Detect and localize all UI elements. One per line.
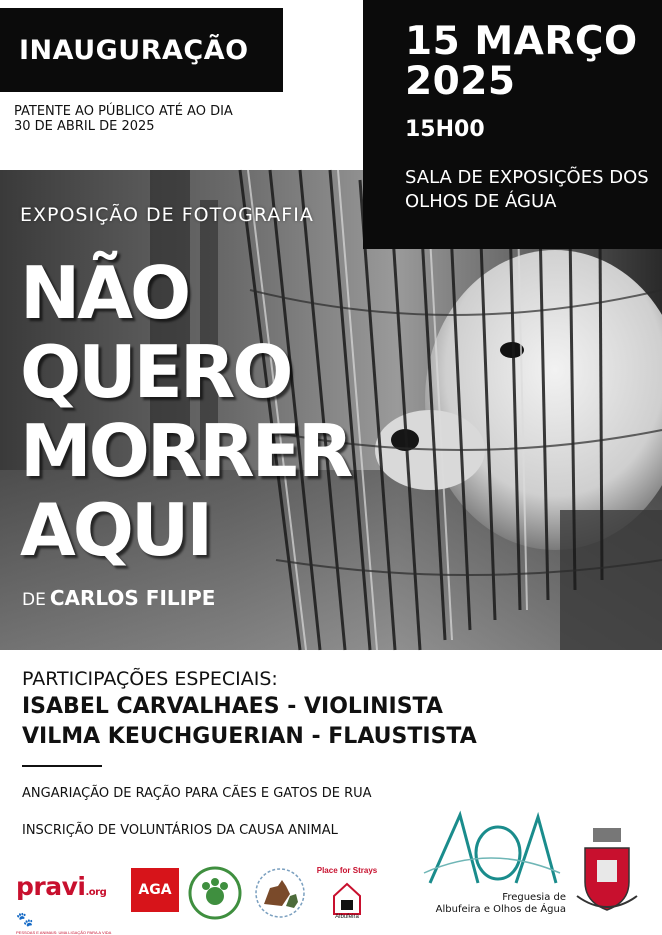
- dog-cat-icon: [252, 866, 308, 920]
- event-date-day: 15 MARÇO: [405, 19, 638, 64]
- place-title: Place for Strays: [316, 866, 378, 875]
- patent-note: [14, 104, 233, 134]
- title-line-1: NÃO: [20, 251, 189, 335]
- note-volunteers: INSCRIÇÃO DE VOLUNTÁRIOS DA CAUSA ANIMAL: [22, 823, 338, 838]
- paw-icon: 🐾: [16, 912, 33, 928]
- pravi-org: .org: [85, 887, 107, 898]
- special-guest-2: VILMA KEUCHGUERIAN - FLAUSTISTA: [22, 724, 477, 749]
- pata-ativa-emblem: [188, 866, 242, 920]
- inauguration-banner: [0, 8, 283, 92]
- pata-ativa-logo: [188, 866, 242, 920]
- freguesia-label: [426, 892, 566, 916]
- venue-line-1: SALA DE EXPOSIÇÕES DOS: [405, 167, 649, 188]
- event-venue: [405, 166, 649, 214]
- patent-line-1: PATENTE AO PÚBLICO ATÉ AO DIA: [14, 104, 233, 119]
- pravi-logo: [16, 872, 120, 935]
- note-food-drive: ANGARIAÇÃO DE RAÇÃO PARA CÃES E GATOS DE RUA: [22, 786, 372, 801]
- event-date-year: 2025: [405, 59, 516, 104]
- shelter-logo: [252, 866, 308, 920]
- freguesia-line-1: Freguesia de: [502, 892, 566, 903]
- pravi-subtitle: PESSOAS E ANIMAIS: UMA LIGAÇÃO PARA A VIDA: [16, 930, 112, 935]
- title-line-3: MORRER: [20, 409, 351, 493]
- municipal-crest: [571, 826, 643, 918]
- divider: [22, 765, 102, 767]
- special-heading: PARTICIPAÇÕES ESPECIAIS:: [22, 668, 278, 690]
- title-line-4: AQUI: [20, 488, 211, 572]
- aga-wordmark: AGA: [138, 882, 172, 898]
- author-prefix: DE: [22, 590, 46, 610]
- patent-line-2: 30 DE ABRIL DE 2025: [14, 119, 155, 134]
- crest-icon: [571, 826, 643, 918]
- aoa-emblem: [420, 803, 562, 893]
- pravi-wordmark: pravi: [16, 872, 86, 901]
- venue-line-2: OLHOS DE ÁGUA: [405, 191, 557, 212]
- event-date: [405, 19, 638, 104]
- event-time: 15H00: [405, 117, 485, 142]
- place-for-strays-logo: [316, 862, 378, 922]
- inauguration-label: INAUGURAÇÃO: [19, 34, 249, 66]
- freguesia-line-2: Albufeira e Olhos de Água: [435, 904, 566, 915]
- place-city: Albufeira: [335, 914, 359, 920]
- title-line-2: QUERO: [20, 330, 291, 414]
- event-details: [363, 0, 662, 249]
- aga-logo: [131, 868, 179, 912]
- author-credit: [22, 586, 215, 610]
- exhibition-kind: EXPOSIÇÃO DE FOTOGRAFIA: [20, 204, 314, 226]
- special-guest-1: ISABEL CARVALHAES - VIOLINISTA: [22, 694, 443, 719]
- exhibition-title: [20, 251, 351, 572]
- author-name: CARLOS FILIPE: [49, 586, 216, 610]
